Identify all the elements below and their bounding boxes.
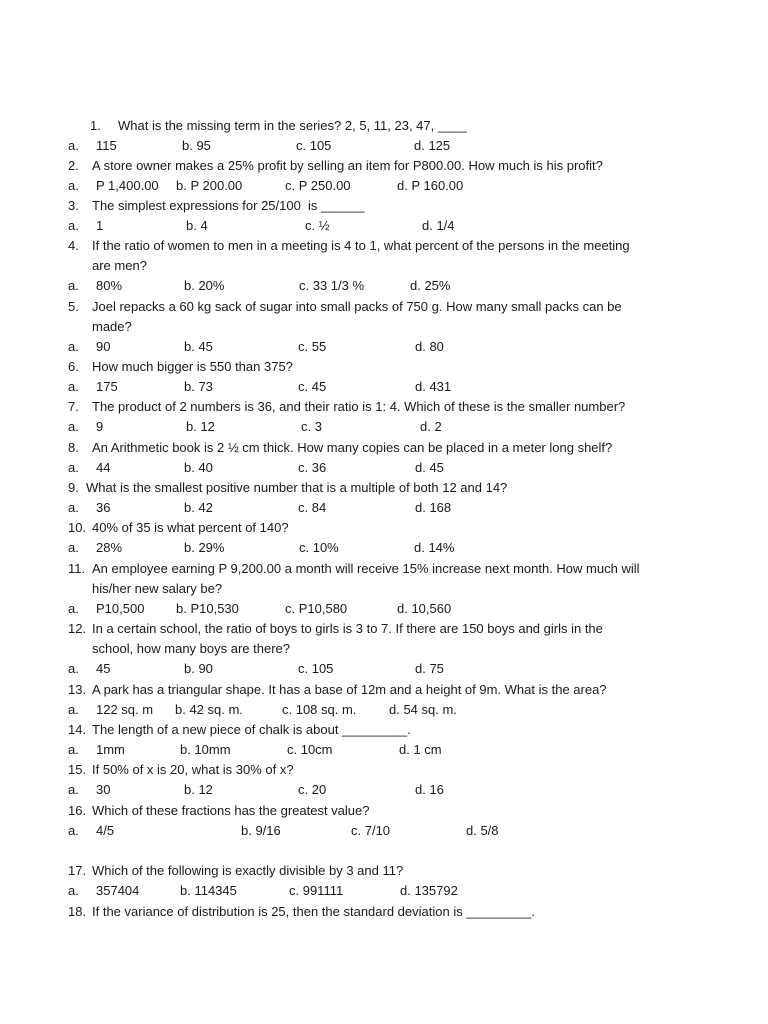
answer-option: c. 33 1/3 % — [299, 278, 365, 293]
question-number: 1. — [90, 118, 101, 133]
answer-option: c. 36 — [298, 460, 327, 475]
answer-option: c. 105 — [296, 138, 332, 153]
question-text: If 50% of x is 20, what is 30% of x? — [92, 762, 294, 777]
option-marker: a. — [68, 379, 79, 394]
question-number: 16. — [68, 803, 87, 818]
answer-option: c. 108 sq. m. — [282, 702, 357, 717]
answer-option: d. 125 — [414, 138, 451, 153]
answer-option: d. 54 sq. m. — [389, 702, 457, 717]
answer-option: c. 991111 — [289, 883, 344, 898]
answer-option: c. 20 — [298, 782, 327, 797]
answer-option: c. 7/10 — [351, 823, 391, 838]
option-marker: a. — [68, 460, 79, 475]
answer-option: d. 45 — [415, 460, 444, 475]
answer-option: 4/5 — [96, 823, 115, 838]
option-marker: a. — [68, 661, 79, 676]
answer-option: 1mm — [96, 742, 125, 757]
answer-option: b. 10mm — [180, 742, 231, 757]
answer-option: b. 40 — [184, 460, 213, 475]
question-text: The product of 2 numbers is 36, and their ratio is 1: 4. Which of these is the smaller number? — [92, 399, 626, 414]
question-number: 13. — [68, 682, 87, 697]
question-text-continued: are men? — [92, 258, 147, 273]
option-marker: a. — [68, 540, 79, 555]
answer-option: 90 — [96, 339, 111, 354]
question-text-continued: made? — [92, 319, 132, 334]
answer-option: d. 5/8 — [466, 823, 499, 838]
answer-option: b. 12 — [186, 419, 215, 434]
answer-option: c. 10% — [299, 540, 339, 555]
answer-option: c. 10cm — [287, 742, 333, 757]
option-marker: a. — [68, 278, 79, 293]
answer-option: d. 16 — [415, 782, 444, 797]
question-number: 10. — [68, 520, 87, 535]
answer-option: d. 25% — [410, 278, 451, 293]
question-number: 4. — [68, 238, 79, 253]
answer-option: c. P10,580 — [285, 601, 348, 616]
question-number: 2. — [68, 158, 79, 173]
question-text: How much bigger is 550 than 375? — [92, 359, 293, 374]
question-text: 40% of 35 is what percent of 140? — [92, 520, 289, 535]
answer-option: 80% — [96, 278, 123, 293]
answer-option: d. 80 — [415, 339, 444, 354]
answer-option: b. 90 — [184, 661, 213, 676]
question-number: 18. — [68, 904, 87, 919]
question-number: 5. — [68, 299, 79, 314]
answer-option: d. 75 — [415, 661, 444, 676]
question-number: 15. — [68, 762, 87, 777]
answer-option: b. 114345 — [180, 883, 237, 898]
answer-option: b. P 200.00 — [176, 178, 243, 193]
answer-option: d. 1 cm — [399, 742, 442, 757]
question-text: An Arithmetic book is 2 ½ cm thick. How many copies can be placed in a meter long shelf? — [92, 440, 613, 455]
answer-option: b. 45 — [184, 339, 213, 354]
answer-option: b. 73 — [184, 379, 213, 394]
answer-option: 357404 — [96, 883, 140, 898]
answer-option: 115 — [96, 138, 117, 153]
option-marker: a. — [68, 218, 79, 233]
answer-option: d. P 160.00 — [397, 178, 464, 193]
option-marker: a. — [68, 178, 79, 193]
question-text: An employee earning P 9,200.00 a month will receive 15% increase next month. How much will — [92, 561, 640, 576]
answer-option: P10,500 — [96, 601, 145, 616]
answer-option: b. P10,530 — [176, 601, 239, 616]
answer-option: c. ½ — [305, 218, 330, 233]
answer-option: 175 — [96, 379, 118, 394]
question-text: A park has a triangular shape. It has a base of 12m and a height of 9m. What is the area? — [92, 682, 607, 697]
question-text: The simplest expressions for 25/100 is ______ — [92, 198, 365, 213]
option-marker: a. — [68, 601, 79, 616]
answer-option: 1 — [96, 218, 104, 233]
answer-option: c. 45 — [298, 379, 327, 394]
question-text-continued: his/her new salary be? — [92, 581, 223, 596]
option-marker: a. — [68, 702, 79, 717]
answer-option: 9 — [96, 419, 104, 434]
question-text: A store owner makes a 25% profit by selling an item for P800.00. How much is his profit? — [92, 158, 603, 173]
question-text-continued: school, how many boys are there? — [92, 641, 290, 656]
answer-option: c. 84 — [298, 500, 327, 515]
question-number: 9. — [68, 480, 79, 495]
question-number: 7. — [68, 399, 79, 414]
option-marker: a. — [68, 782, 79, 797]
answer-option: b. 12 — [184, 782, 213, 797]
option-marker: a. — [68, 883, 79, 898]
question-number: 3. — [68, 198, 79, 213]
option-marker: a. — [68, 500, 79, 515]
answer-option: d. 168 — [415, 500, 452, 515]
answer-option: b. 29% — [184, 540, 225, 555]
question-text: Joel repacks a 60 kg sack of sugar into small packs of 750 g. How many small packs can be — [92, 299, 622, 314]
answer-option: d. 14% — [414, 540, 455, 555]
answer-option: d. 10,560 — [397, 601, 452, 616]
option-marker: a. — [68, 823, 79, 838]
answer-option: 36 — [96, 500, 111, 515]
answer-option: 122 sq. m — [96, 702, 154, 717]
question-text: If the variance of distribution is 25, then the standard deviation is _________. — [92, 904, 536, 919]
answer-option: b. 42 sq. m. — [175, 702, 243, 717]
question-number: 12. — [68, 621, 87, 636]
answer-option: b. 42 — [184, 500, 213, 515]
answer-option: 28% — [96, 540, 123, 555]
question-text: Which of these fractions has the greatest value? — [92, 803, 370, 818]
answer-option: c. 3 — [301, 419, 322, 434]
question-number: 6. — [68, 359, 79, 374]
question-text: What is the smallest positive number that is a multiple of both 12 and 14? — [86, 480, 508, 495]
answer-option: b. 4 — [186, 218, 208, 233]
option-marker: a. — [68, 138, 79, 153]
question-number: 11. — [68, 561, 86, 576]
answer-option: b. 20% — [184, 278, 225, 293]
answer-option: 30 — [96, 782, 111, 797]
question-number: 8. — [68, 440, 79, 455]
answer-option: 44 — [96, 460, 111, 475]
question-text: In a certain school, the ratio of boys to girls is 3 to 7. If there are 150 boys and girls in the — [92, 621, 603, 636]
answer-option: d. 2 — [420, 419, 442, 434]
answer-option: b. 95 — [182, 138, 211, 153]
question-text: Which of the following is exactly divisible by 3 and 11? — [92, 863, 404, 878]
option-marker: a. — [68, 742, 79, 757]
question-number: 14. — [68, 722, 87, 737]
question-text: The length of a new piece of chalk is about _________. — [92, 722, 411, 737]
answer-option: b. 9/16 — [241, 823, 281, 838]
question-text: What is the missing term in the series? 2, 5, 11, 23, 47, ____ — [118, 118, 467, 133]
answer-option: c. 105 — [298, 661, 334, 676]
option-marker: a. — [68, 419, 79, 434]
answer-option: d. 431 — [415, 379, 452, 394]
answer-option: d. 135792 — [400, 883, 458, 898]
answer-option: 45 — [96, 661, 111, 676]
answer-option: c. P 250.00 — [285, 178, 351, 193]
answer-option: c. 55 — [298, 339, 327, 354]
question-number: 17. — [68, 863, 87, 878]
option-marker: a. — [68, 339, 79, 354]
answer-option: d. 1/4 — [422, 218, 455, 233]
answer-option: P 1,400.00 — [96, 178, 159, 193]
question-text: If the ratio of women to men in a meeting is 4 to 1, what percent of the persons in the meeting — [92, 238, 630, 253]
